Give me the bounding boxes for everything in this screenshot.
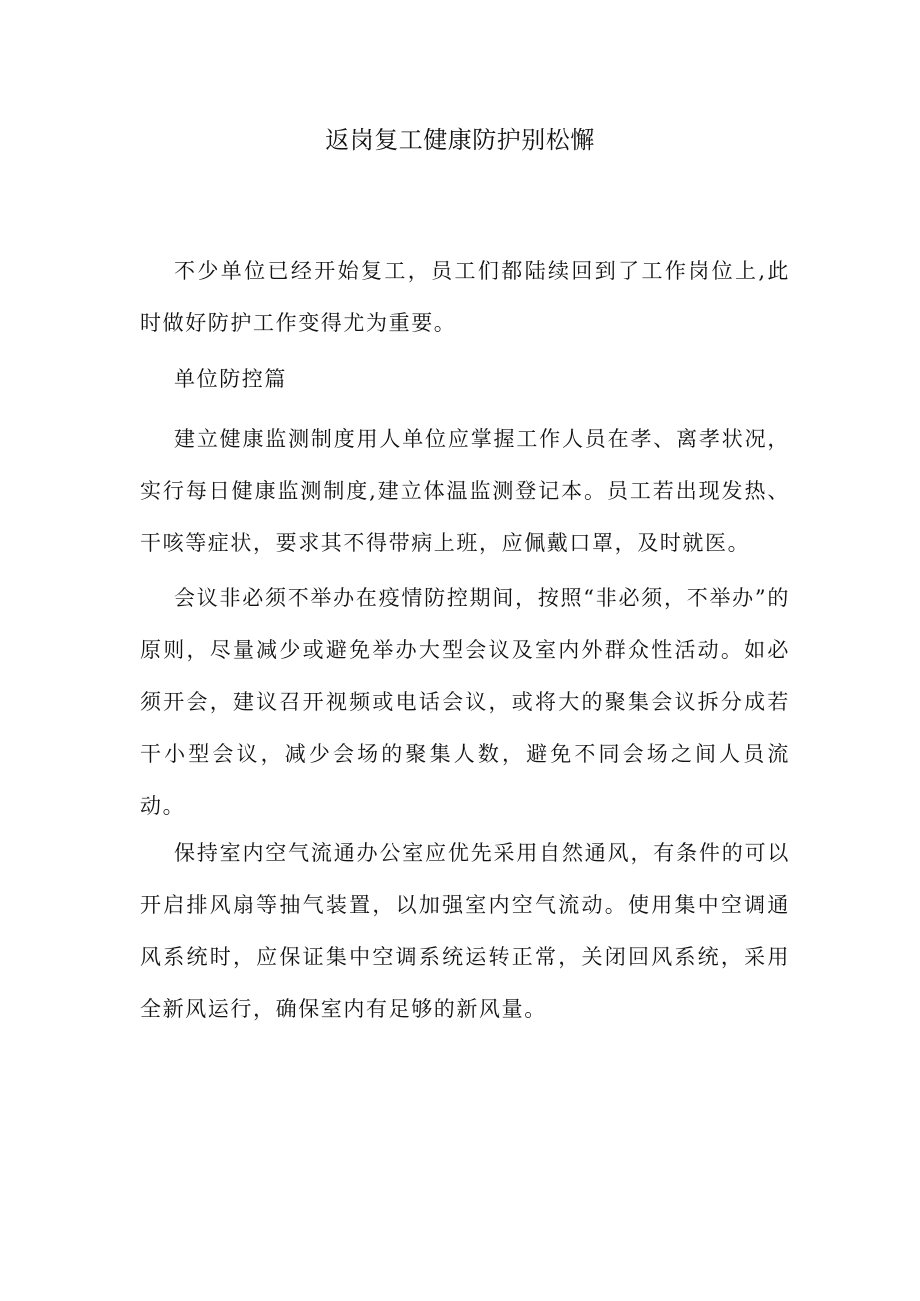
paragraph-ventilation: 保持室内空气流通办公室应优先采用自然通风，有条件的可以开启排风扇等抽气装置，以加强室内空气流动。使用集中空调通风系统时，应保证集中空调系统运转正常，关闭回风系统，采用全新风运行，确保室内有足够的新风量。 — [140, 841, 790, 1021]
paragraph-intro: 不少单位已经开始复工，员工们都陆续回到了工作岗位上,此时做好防护工作变得尤为重要。 — [140, 259, 790, 335]
document-title: 返岗复工健康防护别松懈 — [325, 126, 595, 154]
paragraph-health-monitoring: 建立健康监测制度用人单位应掌握工作人员在孝、离孝状况，实行每日健康监测制度,建立体温监测登记本。员工若出现发热、干咳等症状，要求其不得带病上班，应佩戴口罩，及时就医。 — [140, 427, 790, 555]
section-heading: 单位防控篇 — [174, 367, 287, 391]
paragraph-meetings: 会议非必须不举办在疫情防控期间，按照“非必须，不举办”的原则，尽量减少或避免举办大型会议及室内外群众性活动。如必须开会，建议召开视频或电话会议，或将大的聚集会议拆分成若干小型会议，减少会场的聚集人数，避免不同会场之间人员流动。 — [140, 586, 790, 818]
